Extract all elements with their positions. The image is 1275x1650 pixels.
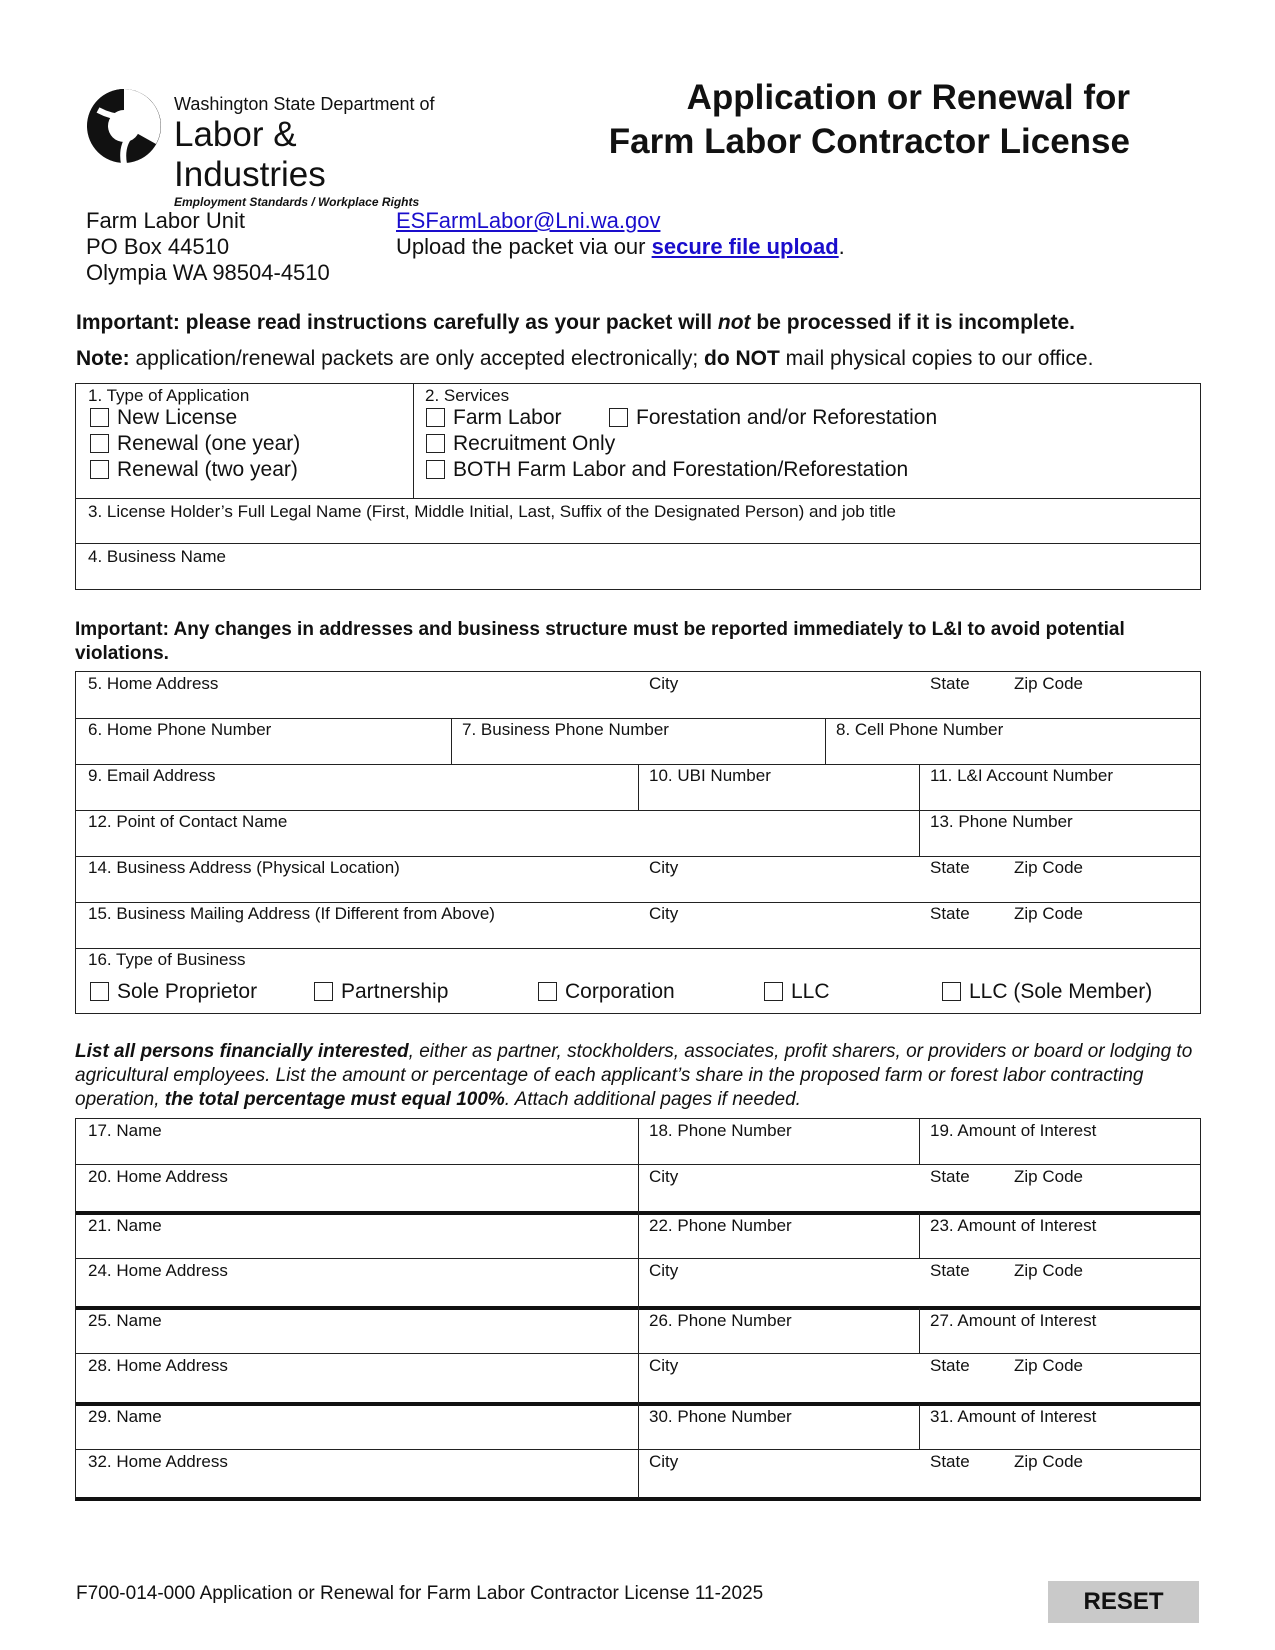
page-title [609,76,1130,164]
partnership-checkbox[interactable]: Partnership [314,980,448,1004]
business-phone-field[interactable]: 7. Business Phone Number [462,720,669,739]
contact-name-field[interactable]: 12. Point of Contact Name [88,812,288,831]
secure-upload-link[interactable]: secure file upload [651,234,839,259]
person1-name-field[interactable]: 17. Name [88,1121,162,1140]
agency-logo [84,84,444,209]
title-line2: Farm Labor Contractor License [608,122,1130,161]
renewal-one-year-checkbox[interactable]: Renewal (one year) [90,432,300,456]
person3-address-field[interactable]: 28. Home Address [88,1356,228,1375]
logo-line2: Labor & Industries [174,115,326,194]
contact-block [396,208,845,260]
cell-phone-field[interactable]: 8. Cell Phone Number [836,720,1004,739]
ubi-number-field[interactable]: 10. UBI Number [649,766,771,785]
person1-city-field[interactable]: City [649,1167,679,1186]
llc-sole-member-checkbox[interactable]: LLC (Sole Member) [942,980,1152,1004]
email-link[interactable]: ESFarmLabor@Lni.wa.gov [396,208,661,233]
person1-interest-field[interactable]: 19. Amount of Interest [930,1121,1097,1140]
email-address-field[interactable]: 9. Email Address [88,766,216,785]
person2-interest-field[interactable]: 23. Amount of Interest [930,1216,1097,1235]
person4-zip-field[interactable]: Zip Code [1014,1452,1083,1471]
person1-phone-field[interactable]: 18. Phone Number [649,1121,792,1140]
person3-zip-field[interactable]: Zip Code [1014,1356,1083,1375]
business-address-field[interactable]: 14. Business Address (Physical Location) [88,858,400,877]
renewal-two-year-checkbox[interactable]: Renewal (two year) [90,458,298,482]
person2-address-field[interactable]: 24. Home Address [88,1261,228,1280]
city-line: Olympia WA 98504-4510 [86,260,330,285]
business-name-field[interactable]: 4. Business Name [88,547,226,566]
home-state-field[interactable]: State [930,674,970,693]
corporation-checkbox[interactable]: Corporation [538,980,675,1004]
license-holder-field[interactable]: 3. License Holder’s Full Legal Name (First, Middle Initial, Last, Suffix of the Designated Person) and job title [88,502,896,521]
contact-phone-field[interactable]: 13. Phone Number [930,812,1073,831]
person1-address-field[interactable]: 20. Home Address [88,1167,228,1186]
business-state-field[interactable]: State [930,858,970,877]
mailing-zip-field[interactable]: Zip Code [1014,904,1083,923]
po-box: PO Box 44510 [86,234,230,259]
application-type-table [75,383,1201,590]
type-of-application-label: 1. Type of Application [88,386,250,405]
unit-name: Farm Labor Unit [86,208,245,233]
services-label: 2. Services [425,386,510,405]
persons-instructions: List all persons financially interested, either as partner, stockholders, associates, profit sharers, or providers or board or lodging to agricultural employees. List the amount or percentage of each applicant’s share in the proposed farm or forest labor contracting operation, the total percentage must equal 100%. Attach additional pages if needed. [75,1041,1193,1110]
person1-zip-field[interactable]: Zip Code [1014,1167,1083,1186]
person3-city-field[interactable]: City [649,1356,679,1375]
business-info-table [75,671,1201,1014]
logo-line3: Employment Standards / Workplace Rights [174,195,420,209]
changes-notice: Important: Any changes in addresses and business structure must be reported immediately to L&I to avoid potential violations. [75,619,1125,664]
li-account-field[interactable]: 11. L&I Account Number [930,766,1114,785]
new-license-checkbox[interactable]: New License [90,406,237,430]
person2-name-field[interactable]: 21. Name [88,1216,162,1235]
person3-state-field[interactable]: State [930,1356,970,1375]
upload-prefix: Upload the packet via our [396,234,652,259]
person3-name-field[interactable]: 25. Name [88,1311,162,1330]
logo-line1: Washington State Department of [174,94,435,114]
person4-address-field[interactable]: 32. Home Address [88,1452,228,1471]
title-line1: Application or Renewal for [686,78,1130,117]
recruitment-only-checkbox[interactable]: Recruitment Only [426,432,615,456]
financial-persons-table [75,1118,1201,1501]
person4-city-field[interactable]: City [649,1452,679,1471]
home-zip-field[interactable]: Zip Code [1014,674,1083,693]
home-city-field[interactable]: City [649,674,679,693]
mailing-state-field[interactable]: State [930,904,970,923]
person2-phone-field[interactable]: 22. Phone Number [649,1216,792,1235]
person4-name-field[interactable]: 29. Name [88,1407,162,1426]
llc-checkbox[interactable]: LLC [764,980,830,1004]
business-zip-field[interactable]: Zip Code [1014,858,1083,877]
business-type-label: 16. Type of Business [88,950,246,969]
mailing-address-block [86,208,330,286]
forestation-checkbox[interactable]: Forestation and/or Reforestation [609,406,937,430]
person4-phone-field[interactable]: 30. Phone Number [649,1407,792,1426]
person1-state-field[interactable]: State [930,1167,970,1186]
note-notice: Note: application/renewal packets are only accepted electronically; do NOT mail physical copies to our office. [76,347,1094,370]
person2-zip-field[interactable]: Zip Code [1014,1261,1083,1280]
person2-city-field[interactable]: City [649,1261,679,1280]
person3-interest-field[interactable]: 27. Amount of Interest [930,1311,1097,1330]
both-services-checkbox[interactable]: BOTH Farm Labor and Forestation/Reforestation [426,458,908,482]
person3-phone-field[interactable]: 26. Phone Number [649,1311,792,1330]
reset-button[interactable]: RESET [1048,1581,1199,1623]
home-phone-field[interactable]: 6. Home Phone Number [88,720,272,739]
mailing-address-field[interactable]: 15. Business Mailing Address (If Different from Above) [88,904,495,923]
upload-suffix: . [838,234,845,259]
person4-state-field[interactable]: State [930,1452,970,1471]
farm-labor-checkbox[interactable]: Farm Labor [426,406,562,430]
business-city-field[interactable]: City [649,858,679,877]
form-id-footer: F700-014-000 Application or Renewal for Farm Labor Contractor License 11-2025 [76,1583,764,1604]
mailing-city-field[interactable]: City [649,904,679,923]
important-notice: Important: please read instructions carefully as your packet will not be processed if it is incomplete. [76,311,1075,334]
sole-proprietor-checkbox[interactable]: Sole Proprietor [90,980,257,1004]
logo-mark-icon [84,86,164,166]
person4-interest-field[interactable]: 31. Amount of Interest [930,1407,1097,1426]
person2-state-field[interactable]: State [930,1261,970,1280]
home-address-field[interactable]: 5. Home Address [88,674,219,693]
